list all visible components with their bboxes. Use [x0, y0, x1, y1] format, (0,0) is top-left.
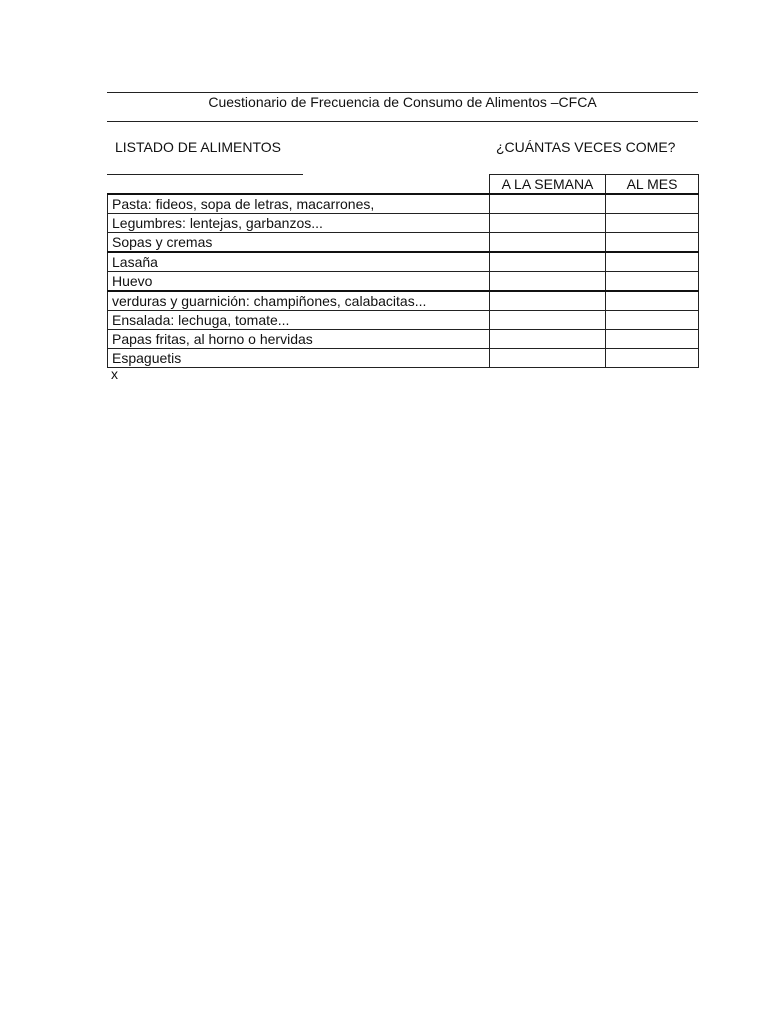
week-cell[interactable]	[490, 272, 606, 292]
table-row	[108, 311, 699, 330]
table-row	[108, 291, 699, 311]
table-row	[108, 272, 699, 292]
month-cell[interactable]	[606, 349, 699, 368]
document-title: Cuestionario de Frecuencia de Consumo de Alimentos –CFCA	[208, 94, 597, 110]
food-cell: Ensalada: lechuga, tomate...	[108, 311, 490, 330]
month-cell[interactable]	[606, 291, 699, 311]
footer-mark: x	[111, 366, 118, 382]
table-row	[108, 194, 699, 214]
week-cell[interactable]	[490, 194, 606, 214]
week-cell[interactable]	[490, 330, 606, 349]
week-cell[interactable]	[490, 252, 606, 272]
month-cell[interactable]	[606, 252, 699, 272]
food-cell: Lasaña	[108, 252, 490, 272]
week-cell[interactable]	[490, 233, 606, 253]
title-bottom-rule	[107, 121, 698, 122]
food-list-heading: LISTADO DE ALIMENTOS	[115, 139, 281, 155]
month-cell[interactable]	[606, 272, 699, 292]
table-header-row	[108, 175, 699, 195]
month-cell[interactable]	[606, 311, 699, 330]
frequency-heading: ¿CUÁNTAS VECES COME?	[496, 139, 676, 155]
week-cell[interactable]	[490, 311, 606, 330]
column-header-week: A LA SEMANA	[490, 175, 606, 195]
table-row	[108, 233, 699, 253]
food-cell: Pasta: fideos, sopa de letras, macarrones,	[108, 194, 490, 214]
table-row	[108, 214, 699, 233]
table-row	[108, 349, 699, 368]
column-header-month: AL MES	[606, 175, 699, 195]
frequency-table	[107, 174, 699, 368]
food-cell: Huevo	[108, 272, 490, 292]
month-cell[interactable]	[606, 233, 699, 253]
food-cell: Legumbres: lentejas, garbanzos...	[108, 214, 490, 233]
food-cell: verduras y guarnición: champiñones, calabacitas...	[108, 291, 490, 311]
header-blank-cell	[108, 175, 490, 195]
week-cell[interactable]	[490, 349, 606, 368]
food-cell: Papas fritas, al horno o hervidas	[108, 330, 490, 349]
week-cell[interactable]	[490, 291, 606, 311]
food-cell: Espaguetis	[108, 349, 490, 368]
food-cell: Sopas y cremas	[108, 233, 490, 253]
week-cell[interactable]	[490, 214, 606, 233]
table-row	[108, 252, 699, 272]
month-cell[interactable]	[606, 214, 699, 233]
month-cell[interactable]	[606, 330, 699, 349]
table-row	[108, 330, 699, 349]
month-cell[interactable]	[606, 194, 699, 214]
